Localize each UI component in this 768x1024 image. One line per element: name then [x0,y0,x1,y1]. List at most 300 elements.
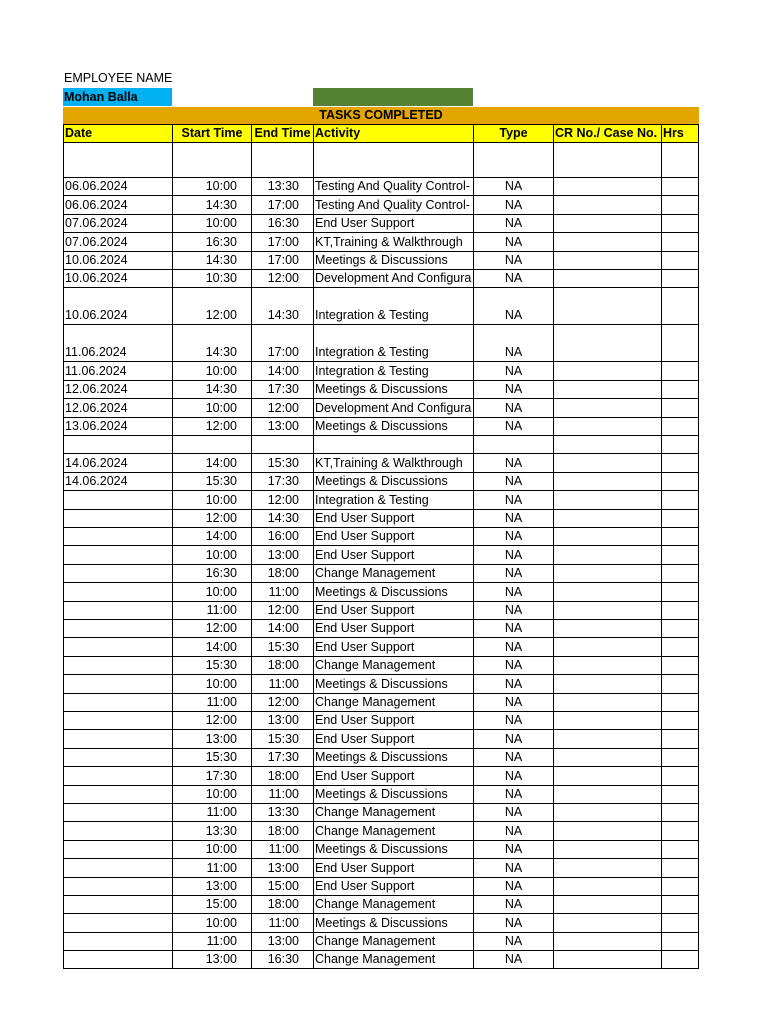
start-time-cell[interactable]: 15:30 [172,749,251,766]
date-cell[interactable] [63,602,172,619]
date-cell[interactable] [63,510,172,527]
start-time-cell[interactable]: 11:00 [172,859,251,876]
cr-case-no-cell[interactable] [553,602,661,619]
type-cell[interactable]: NA [473,418,553,435]
end-time-cell[interactable]: 17:00 [251,252,313,269]
start-time-cell[interactable]: 10:00 [172,546,251,563]
end-time-cell[interactable]: 15:30 [251,454,313,472]
date-cell[interactable] [63,565,172,582]
type-cell[interactable]: NA [473,325,553,361]
hrs-cell[interactable] [661,657,699,674]
hrs-cell[interactable] [661,712,699,729]
activity-cell[interactable]: Change Management [313,565,473,582]
date-cell[interactable] [63,712,172,729]
hrs-cell[interactable] [661,436,699,453]
cr-case-no-cell[interactable] [553,583,661,600]
header-type[interactable]: Type [474,125,554,142]
activity-cell[interactable]: End User Support [313,620,473,637]
date-cell[interactable]: 10.06.2024 [63,288,172,324]
cr-case-no-cell[interactable] [553,418,661,435]
end-time-cell[interactable]: 15:30 [251,638,313,655]
type-cell[interactable]: NA [473,675,553,692]
type-cell[interactable]: NA [473,399,553,416]
activity-cell[interactable]: End User Support [313,602,473,619]
date-cell[interactable]: 14.06.2024 [63,454,172,472]
type-cell[interactable]: NA [473,381,553,398]
cr-case-no-cell[interactable] [553,767,661,784]
end-time-cell[interactable]: 11:00 [251,675,313,692]
activity-cell[interactable]: Meetings & Discussions [313,583,473,600]
activity-cell[interactable]: Change Management [313,896,473,913]
activity-cell[interactable] [313,143,473,177]
start-time-cell[interactable]: 10:00 [172,675,251,692]
cr-case-no-cell[interactable] [553,804,661,821]
date-cell[interactable] [63,657,172,674]
hrs-cell[interactable] [661,288,699,324]
header-hrs[interactable]: Hrs [663,126,684,140]
start-time-cell[interactable]: 11:00 [172,933,251,950]
end-time-cell[interactable]: 17:30 [251,473,313,490]
cr-case-no-cell[interactable] [553,620,661,637]
start-time-cell[interactable]: 13:00 [172,730,251,747]
hrs-cell[interactable] [661,381,699,398]
header-activity[interactable]: Activity [314,125,474,142]
cr-case-no-cell[interactable] [553,859,661,876]
hrs-cell[interactable] [661,215,699,232]
cr-case-no-cell[interactable] [553,933,661,950]
type-cell[interactable]: NA [473,749,553,766]
cr-case-no-cell[interactable] [553,233,661,250]
type-cell[interactable]: NA [473,730,553,747]
date-cell[interactable] [63,143,172,177]
start-time-cell[interactable]: 14:30 [172,381,251,398]
start-time-cell[interactable]: 11:00 [172,804,251,821]
end-time-cell[interactable]: 18:00 [251,767,313,784]
type-cell[interactable]: NA [473,804,553,821]
end-time-cell[interactable]: 13:00 [251,933,313,950]
date-cell[interactable]: 11.06.2024 [63,362,172,379]
start-time-cell[interactable]: 11:00 [172,694,251,711]
activity-cell[interactable]: KT,Training & Walkthrough [313,454,473,472]
activity-cell[interactable]: Meetings & Discussions [313,252,473,269]
cr-case-no-cell[interactable] [553,675,661,692]
start-time-cell[interactable]: 15:30 [172,473,251,490]
date-cell[interactable]: 07.06.2024 [63,215,172,232]
date-cell[interactable] [63,546,172,563]
end-time-cell[interactable]: 13:30 [251,178,313,195]
hrs-cell[interactable] [661,418,699,435]
hrs-cell[interactable] [661,767,699,784]
activity-cell[interactable]: End User Support [313,528,473,545]
activity-cell[interactable]: Change Management [313,822,473,839]
end-time-cell[interactable]: 14:00 [251,620,313,637]
cr-case-no-cell[interactable] [553,143,661,177]
type-cell[interactable]: NA [473,914,553,931]
cr-case-no-cell[interactable] [553,878,661,895]
activity-cell[interactable]: Change Management [313,933,473,950]
cr-case-no-cell[interactable] [553,381,661,398]
date-cell[interactable] [63,859,172,876]
activity-cell[interactable]: Integration & Testing [313,491,473,508]
hrs-cell[interactable] [661,804,699,821]
end-time-cell[interactable]: 11:00 [251,583,313,600]
date-cell[interactable] [63,822,172,839]
type-cell[interactable]: NA [473,602,553,619]
header-start-time[interactable]: Start Time [173,125,252,142]
date-cell[interactable] [63,675,172,692]
start-time-cell[interactable]: 15:00 [172,896,251,913]
type-cell[interactable] [473,143,553,177]
cr-case-no-cell[interactable] [553,454,661,472]
hrs-cell[interactable] [661,528,699,545]
end-time-cell[interactable]: 17:30 [251,381,313,398]
cr-case-no-cell[interactable] [553,657,661,674]
date-cell[interactable] [63,767,172,784]
start-time-cell[interactable]: 11:00 [172,602,251,619]
start-time-cell[interactable]: 13:30 [172,822,251,839]
end-time-cell[interactable]: 16:00 [251,528,313,545]
activity-cell[interactable]: End User Support [313,878,473,895]
start-time-cell[interactable]: 10:00 [172,178,251,195]
cr-case-no-cell[interactable] [553,546,661,563]
start-time-cell[interactable]: 12:00 [172,510,251,527]
activity-cell[interactable]: End User Support [313,638,473,655]
activity-cell[interactable]: Testing And Quality Control- [313,178,473,195]
end-time-cell[interactable]: 12:00 [251,270,313,287]
hrs-cell[interactable] [661,252,699,269]
end-time-cell[interactable]: 13:00 [251,712,313,729]
start-time-cell[interactable]: 12:00 [172,418,251,435]
activity-cell[interactable]: Development And Configura [315,271,472,286]
cr-case-no-cell[interactable] [553,638,661,655]
cr-case-no-cell[interactable] [553,730,661,747]
hrs-cell[interactable] [661,491,699,508]
date-cell[interactable]: 10.06.2024 [63,270,172,287]
date-cell[interactable] [63,638,172,655]
hrs-cell[interactable] [661,143,699,177]
hrs-cell[interactable] [661,178,699,195]
activity-cell[interactable]: Meetings & Discussions [313,473,473,490]
activity-cell[interactable]: Meetings & Discussions [313,914,473,931]
cr-case-no-cell[interactable] [553,436,661,453]
start-time-cell[interactable]: 10:00 [172,786,251,803]
cr-case-no-cell[interactable] [553,822,661,839]
activity-cell[interactable]: Meetings & Discussions [313,381,473,398]
activity-cell[interactable]: Integration & Testing [313,288,473,324]
end-time-cell[interactable]: 17:30 [251,749,313,766]
start-time-cell[interactable] [172,143,251,177]
end-time-cell[interactable]: 14:00 [251,362,313,379]
hrs-cell[interactable] [661,730,699,747]
end-time-cell[interactable]: 12:00 [251,602,313,619]
type-cell[interactable]: NA [473,473,553,490]
date-cell[interactable]: 14.06.2024 [63,473,172,490]
type-cell[interactable] [473,436,553,453]
end-time-cell[interactable]: 12:00 [251,694,313,711]
hrs-cell[interactable] [661,841,699,858]
start-time-cell[interactable]: 10:00 [172,914,251,931]
hrs-cell[interactable] [661,546,699,563]
hrs-cell[interactable] [661,565,699,582]
type-cell[interactable]: NA [473,951,553,968]
date-cell[interactable] [63,933,172,950]
header-cr-case-no[interactable]: CR No./ Case No. [554,125,662,142]
start-time-cell[interactable] [172,436,251,453]
start-time-cell[interactable]: 10:30 [172,270,251,287]
start-time-cell[interactable]: 14:00 [172,528,251,545]
type-cell[interactable]: NA [473,620,553,637]
activity-cell[interactable]: End User Support [313,215,473,232]
cr-case-no-cell[interactable] [553,749,661,766]
date-cell[interactable] [63,804,172,821]
activity-cell[interactable]: Meetings & Discussions [313,841,473,858]
date-cell[interactable]: 12.06.2024 [63,381,172,398]
activity-cell[interactable]: End User Support [313,730,473,747]
activity-cell[interactable]: Meetings & Discussions [313,786,473,803]
start-time-cell[interactable]: 14:00 [172,638,251,655]
date-cell[interactable] [63,749,172,766]
date-cell[interactable] [63,914,172,931]
cr-case-no-cell[interactable] [553,694,661,711]
end-time-cell[interactable]: 18:00 [251,657,313,674]
type-cell[interactable]: NA [473,583,553,600]
activity-cell[interactable]: Meetings & Discussions [313,749,473,766]
cr-case-no-cell[interactable] [553,196,661,213]
start-time-cell[interactable]: 14:30 [172,325,251,361]
end-time-cell[interactable]: 13:00 [251,546,313,563]
date-cell[interactable]: 13.06.2024 [63,418,172,435]
start-time-cell[interactable]: 10:00 [172,399,251,416]
start-time-cell[interactable]: 12:00 [172,712,251,729]
hrs-cell[interactable] [661,583,699,600]
hrs-cell[interactable] [661,878,699,895]
hrs-cell[interactable] [661,399,699,416]
date-cell[interactable] [63,436,172,453]
end-time-cell[interactable] [251,436,313,453]
cr-case-no-cell[interactable] [553,491,661,508]
type-cell[interactable]: NA [473,933,553,950]
end-time-cell[interactable]: 13:00 [251,418,313,435]
type-cell[interactable]: NA [473,196,553,213]
green-fill-cell[interactable] [313,88,473,106]
start-time-cell[interactable]: 14:30 [172,196,251,213]
hrs-cell[interactable] [661,325,699,361]
hrs-cell[interactable] [661,859,699,876]
date-cell[interactable]: 10.06.2024 [63,252,172,269]
start-time-cell[interactable]: 10:00 [172,583,251,600]
activity-cell[interactable]: Meetings & Discussions [313,418,473,435]
hrs-cell[interactable] [661,362,699,379]
type-cell[interactable]: NA [473,270,553,287]
type-cell[interactable]: NA [473,546,553,563]
date-cell[interactable]: 12.06.2024 [63,399,172,416]
hrs-cell[interactable] [661,822,699,839]
activity-cell[interactable]: Integration & Testing [313,362,473,379]
activity-cell[interactable]: Integration & Testing [313,325,473,361]
type-cell[interactable]: NA [473,252,553,269]
cr-case-no-cell[interactable] [553,473,661,490]
type-cell[interactable]: NA [473,510,553,527]
end-time-cell[interactable]: 18:00 [251,896,313,913]
end-time-cell[interactable]: 13:00 [251,859,313,876]
hrs-cell[interactable] [661,233,699,250]
type-cell[interactable]: NA [473,878,553,895]
hrs-cell[interactable] [661,473,699,490]
start-time-cell[interactable]: 14:30 [172,252,251,269]
date-cell[interactable] [63,620,172,637]
start-time-cell[interactable]: 10:00 [172,841,251,858]
hrs-cell[interactable] [661,933,699,950]
type-cell[interactable]: NA [473,362,553,379]
activity-cell[interactable]: End User Support [313,767,473,784]
end-time-cell[interactable]: 18:00 [251,822,313,839]
end-time-cell[interactable]: 16:30 [251,215,313,232]
activity-cell[interactable]: End User Support [313,712,473,729]
cr-case-no-cell[interactable] [553,325,661,361]
cr-case-no-cell[interactable] [553,565,661,582]
activity-cell[interactable]: Change Management [313,694,473,711]
hrs-cell[interactable] [661,510,699,527]
hrs-cell[interactable] [661,786,699,803]
start-time-cell[interactable]: 16:30 [172,233,251,250]
date-cell[interactable] [63,841,172,858]
end-time-cell[interactable]: 17:00 [251,233,313,250]
date-cell[interactable] [63,786,172,803]
type-cell[interactable]: NA [473,491,553,508]
type-cell[interactable]: NA [473,528,553,545]
end-time-cell[interactable]: 12:00 [251,491,313,508]
cr-case-no-cell[interactable] [553,178,661,195]
hrs-cell[interactable] [661,638,699,655]
date-cell[interactable] [63,583,172,600]
type-cell[interactable]: NA [473,178,553,195]
cr-case-no-cell[interactable] [553,914,661,931]
end-time-cell[interactable]: 11:00 [251,914,313,931]
end-time-cell[interactable]: 17:00 [251,325,313,361]
end-time-cell[interactable]: 14:30 [251,510,313,527]
hrs-cell[interactable] [661,270,699,287]
hrs-cell[interactable] [661,602,699,619]
end-time-cell[interactable]: 17:00 [251,196,313,213]
activity-cell[interactable]: Development And Configura [315,400,472,415]
type-cell[interactable]: NA [473,638,553,655]
end-time-cell[interactable]: 14:30 [251,288,313,324]
hrs-cell[interactable] [661,454,699,472]
type-cell[interactable]: NA [473,657,553,674]
type-cell[interactable]: NA [473,288,553,324]
type-cell[interactable]: NA [473,694,553,711]
date-cell[interactable] [63,878,172,895]
activity-cell[interactable] [313,436,473,453]
end-time-cell[interactable] [251,143,313,177]
cr-case-no-cell[interactable] [553,399,661,416]
type-cell[interactable]: NA [473,859,553,876]
cr-case-no-cell[interactable] [553,786,661,803]
cr-case-no-cell[interactable] [553,510,661,527]
hrs-cell[interactable] [661,749,699,766]
activity-cell[interactable]: End User Support [313,546,473,563]
date-cell[interactable] [63,528,172,545]
cr-case-no-cell[interactable] [553,362,661,379]
type-cell[interactable]: NA [473,454,553,472]
hrs-cell[interactable] [661,196,699,213]
cr-case-no-cell[interactable] [553,528,661,545]
hrs-cell[interactable] [661,914,699,931]
date-cell[interactable]: 07.06.2024 [63,233,172,250]
start-time-cell[interactable]: 10:00 [172,491,251,508]
activity-cell[interactable]: Testing And Quality Control- [313,196,473,213]
start-time-cell[interactable]: 12:00 [172,288,251,324]
date-cell[interactable] [63,730,172,747]
cr-case-no-cell[interactable] [553,270,661,287]
start-time-cell[interactable]: 15:30 [172,657,251,674]
employee-name-cell[interactable]: Mohan Balla [63,88,172,106]
type-cell[interactable]: NA [473,712,553,729]
activity-cell[interactable]: Change Management [313,951,473,968]
cr-case-no-cell[interactable] [553,841,661,858]
type-cell[interactable]: NA [473,896,553,913]
hrs-cell[interactable] [661,675,699,692]
cr-case-no-cell[interactable] [553,712,661,729]
date-cell[interactable]: 06.06.2024 [63,178,172,195]
date-cell[interactable] [63,491,172,508]
end-time-cell[interactable]: 15:30 [251,730,313,747]
start-time-cell[interactable]: 17:30 [172,767,251,784]
activity-cell[interactable]: End User Support [313,859,473,876]
type-cell[interactable]: NA [473,786,553,803]
type-cell[interactable]: NA [473,215,553,232]
type-cell[interactable]: NA [473,565,553,582]
end-time-cell[interactable]: 15:00 [251,878,313,895]
date-cell[interactable] [63,694,172,711]
activity-cell[interactable]: End User Support [313,510,473,527]
activity-cell[interactable]: KT,Training & Walkthrough [313,233,473,250]
cr-case-no-cell[interactable] [553,951,661,968]
cr-case-no-cell[interactable] [553,288,661,324]
start-time-cell[interactable]: 12:00 [172,620,251,637]
hrs-cell[interactable] [661,620,699,637]
hrs-cell[interactable] [661,896,699,913]
type-cell[interactable]: NA [473,822,553,839]
start-time-cell[interactable]: 10:00 [172,215,251,232]
hrs-cell[interactable] [661,951,699,968]
end-time-cell[interactable]: 11:00 [251,841,313,858]
start-time-cell[interactable]: 13:00 [172,878,251,895]
start-time-cell[interactable]: 16:30 [172,565,251,582]
header-end-time[interactable]: End Time [252,125,314,142]
cr-case-no-cell[interactable] [553,215,661,232]
end-time-cell[interactable]: 12:00 [251,399,313,416]
activity-cell[interactable]: Change Management [313,657,473,674]
type-cell[interactable]: NA [473,767,553,784]
type-cell[interactable]: NA [473,233,553,250]
date-cell[interactable] [63,951,172,968]
cr-case-no-cell[interactable] [553,896,661,913]
activity-cell[interactable]: Change Management [313,804,473,821]
end-time-cell[interactable]: 11:00 [251,786,313,803]
header-date[interactable]: Date [64,125,173,142]
end-time-cell[interactable]: 16:30 [251,951,313,968]
cr-case-no-cell[interactable] [553,252,661,269]
end-time-cell[interactable]: 18:00 [251,565,313,582]
date-cell[interactable]: 11.06.2024 [63,325,172,361]
start-time-cell[interactable]: 10:00 [172,362,251,379]
start-time-cell[interactable]: 13:00 [172,951,251,968]
date-cell[interactable] [63,896,172,913]
start-time-cell[interactable]: 14:00 [172,454,251,472]
type-cell[interactable]: NA [473,841,553,858]
hrs-cell[interactable] [661,694,699,711]
